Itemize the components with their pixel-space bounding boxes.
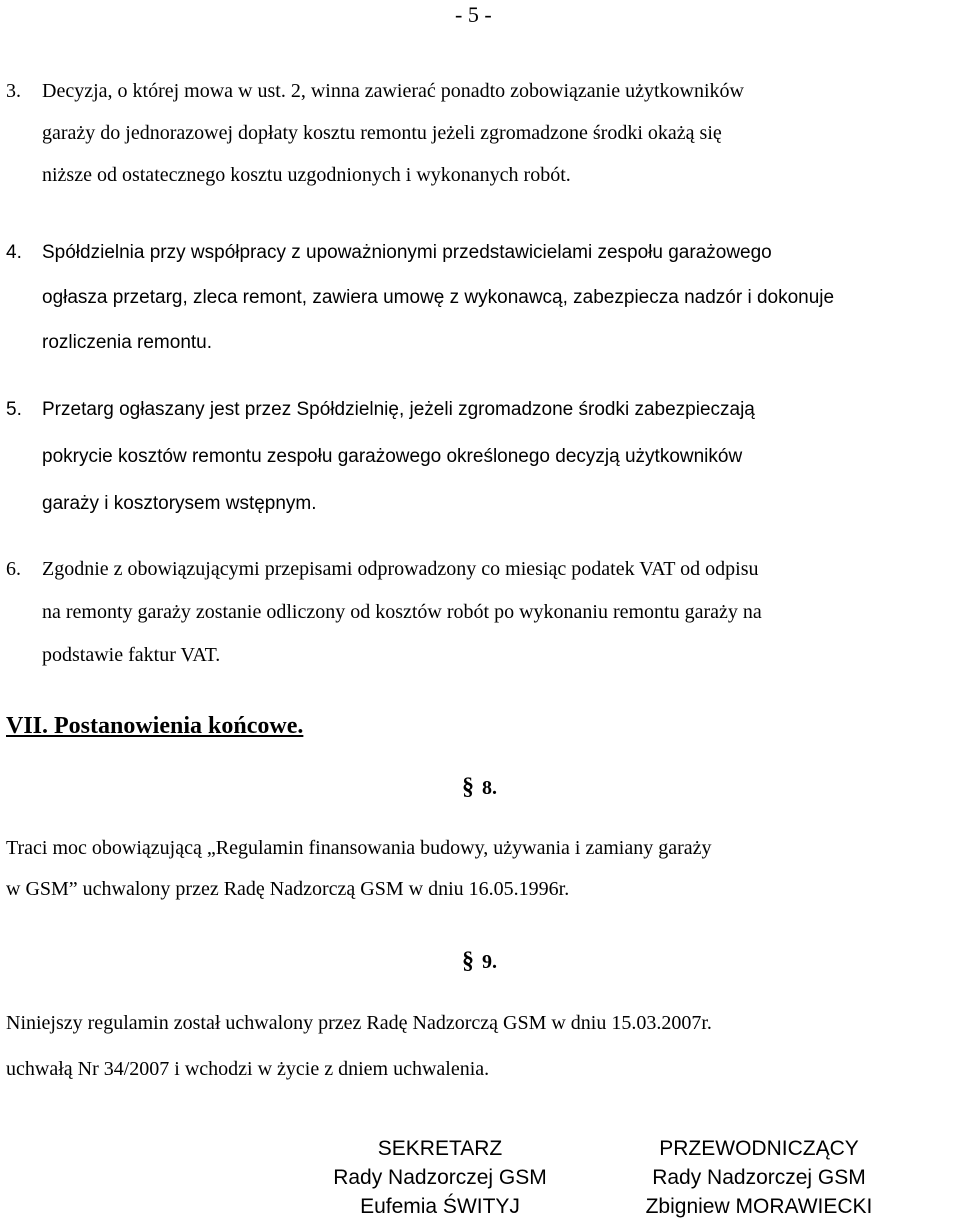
signature-secretary — [295, 1134, 585, 1221]
paragraph-line: Niniejszy regulamin został uchwalony przez Radę Nadzorczą GSM w dniu 15.03.2007r. — [6, 1012, 712, 1034]
signature-role: SEKRETARZ — [377, 1137, 503, 1160]
section-9-text — [6, 1000, 954, 1092]
paragraph-number: 6. — [6, 558, 21, 580]
section-number: 9. — [482, 951, 497, 973]
paragraph-line: podstawie faktur VAT. — [42, 644, 221, 666]
paragraph-line: ogłasza przetarg, zleca remont, zawiera umowę z wykonawcą, zabezpiecza nadzór i dokonuje — [42, 287, 835, 308]
paragraph-5 — [6, 386, 954, 527]
paragraph-4 — [6, 230, 954, 365]
paragraph-line: Przetarg ogłaszany jest przez Spółdzielnię, jeżeli zgromadzone środki zabezpieczają — [42, 399, 755, 420]
paragraph-line: rozliczenia remontu. — [42, 332, 213, 353]
section-symbol: § — [462, 948, 474, 974]
paragraph-line: garaży do jednorazowej dopłaty kosztu remontu jeżeli zgromadzone środki okażą się — [42, 122, 722, 144]
signature-name: Zbigniew MORAWIECKI — [645, 1195, 873, 1218]
section-symbol: § — [462, 774, 474, 800]
signature-role: PRZEWODNICZĄCY — [659, 1137, 859, 1160]
paragraph-line: garaży i kosztorysem wstępnym. — [42, 493, 317, 514]
section-heading: VII. Postanowienia końcowe. — [6, 713, 304, 739]
paragraph-line: pokrycie kosztów remontu zespołu garażowego określonego decyzją użytkowników — [42, 446, 743, 467]
section-9-mark — [462, 946, 497, 977]
paragraph-line: Decyzja, o której mowa w ust. 2, winna zawierać ponadto zobowiązanie użytkowników — [42, 80, 744, 102]
paragraph-number: 4. — [6, 242, 22, 263]
paragraph-line: Zgodnie z obowiązującymi przepisami odprowadzony co miesiąc podatek VAT od odpisu — [42, 558, 759, 580]
signature-body: Rady Nadzorczej GSM — [652, 1166, 866, 1189]
paragraph-number: 3. — [6, 80, 21, 102]
signature-chairman — [614, 1134, 904, 1221]
page-number: - 5 - — [455, 2, 492, 27]
paragraph-line: niższe od ostatecznego kosztu uzgodnionych i wykonanych robót. — [42, 164, 571, 186]
paragraph-line: uchwałą Nr 34/2007 i wchodzi w życie z dniem uchwalenia. — [6, 1058, 490, 1080]
signature-body: Rady Nadzorczej GSM — [333, 1166, 547, 1189]
paragraph-number: 5. — [6, 399, 22, 420]
paragraph-line: na remonty garaży zostanie odliczony od kosztów robót po wykonaniu remontu garaży na — [42, 601, 762, 623]
section-8-text — [6, 828, 954, 910]
section-8-mark — [462, 772, 497, 803]
signature-name: Eufemia ŚWITYJ — [360, 1195, 520, 1218]
paragraph-6 — [6, 548, 954, 677]
paragraph-line: Traci moc obowiązującą „Regulamin finansowania budowy, używania i zamiany garaży — [6, 837, 712, 859]
paragraph-line: Spółdzielnia przy współpracy z upoważnionymi przedstawicielami zespołu garażowego — [42, 242, 772, 263]
section-number: 8. — [482, 777, 497, 799]
paragraph-3 — [6, 70, 954, 196]
paragraph-line: w GSM” uchwalony przez Radę Nadzorczą GSM w dniu 16.05.1996r. — [6, 878, 570, 900]
